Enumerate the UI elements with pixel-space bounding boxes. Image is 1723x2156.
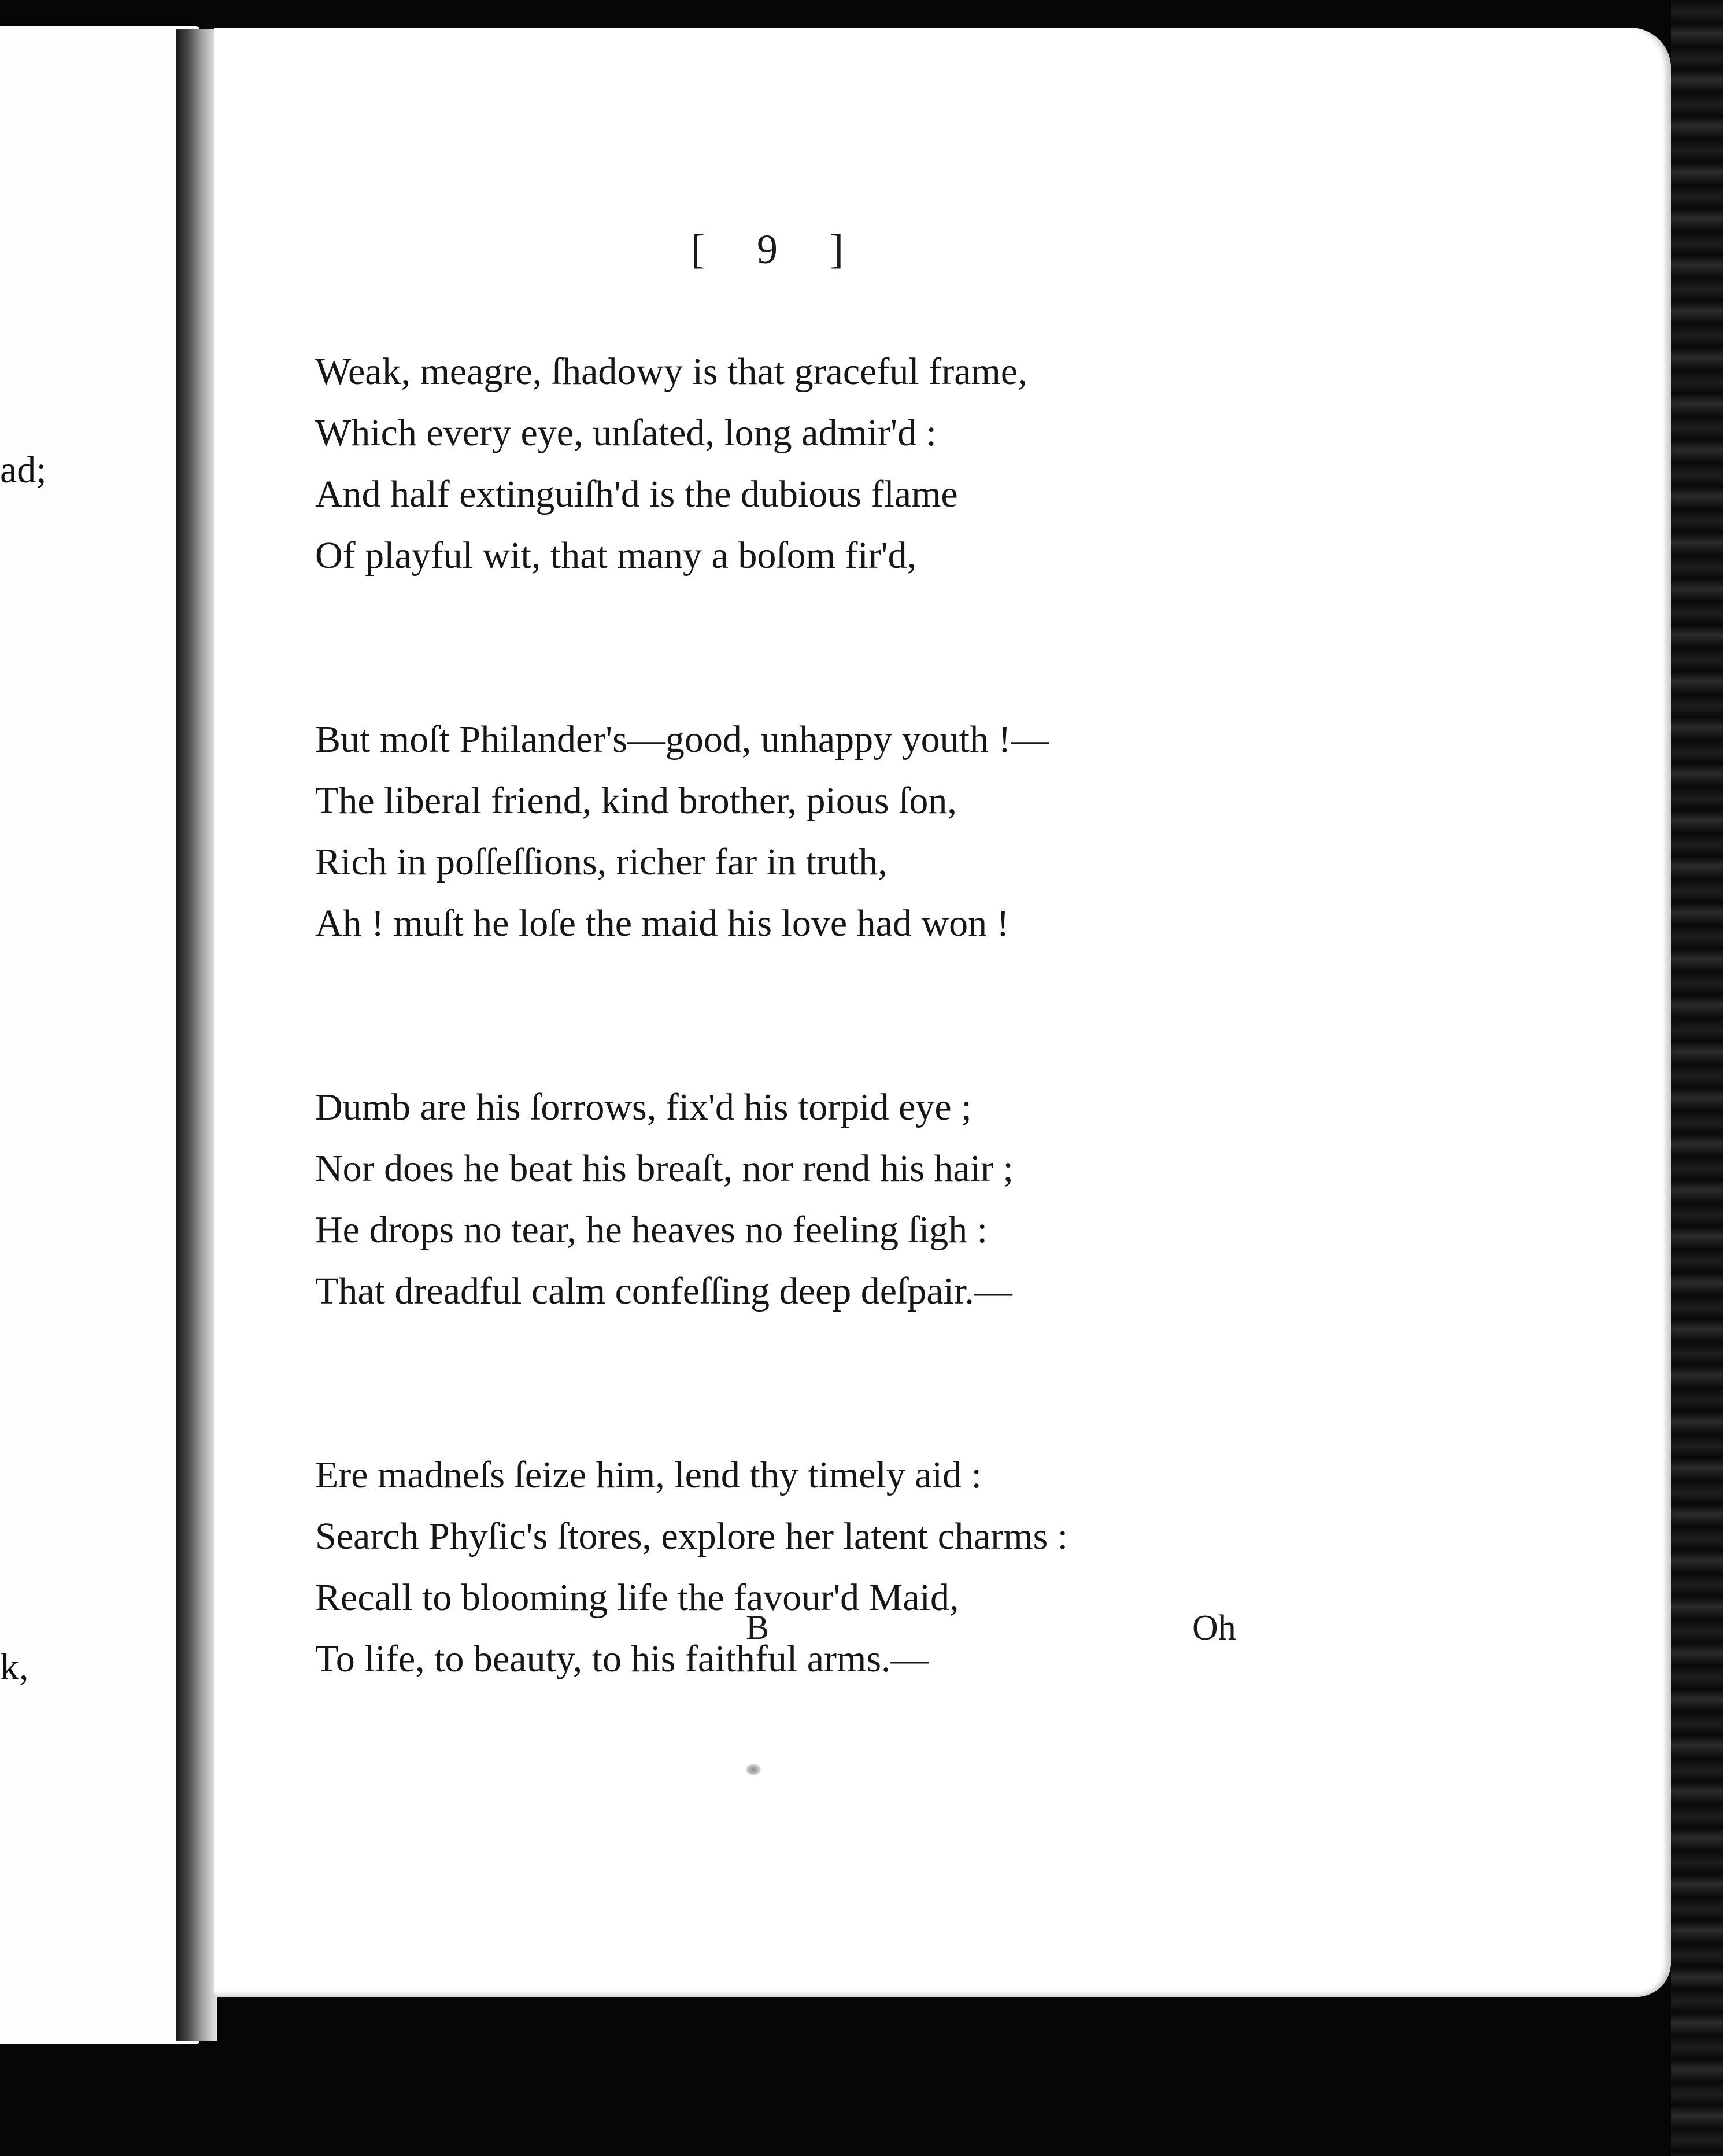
poem-line: Of playful wit, that many a boſom fir'd, bbox=[315, 534, 917, 577]
poem-line: Recall to blooming life the favour'd Maid, bbox=[315, 1577, 959, 1619]
poem-line: Rich in poſſeſſions, richer far in truth, bbox=[315, 841, 888, 883]
facing-page-fragment: ad; bbox=[0, 449, 47, 491]
poem-line: But moſt Philander's—good, unhappy youth !— bbox=[315, 718, 1049, 760]
stanza bbox=[315, 341, 1240, 586]
poem-line: And half extinguiſh'd is the dubious flame bbox=[315, 473, 958, 515]
poem-line: Which every eye, unſated, long admir'd : bbox=[315, 412, 937, 454]
page-number: [ 9 ] bbox=[691, 226, 864, 272]
poem-line: Nor does he beat his breaſt, nor rend his hair ; bbox=[315, 1147, 1014, 1190]
poem-line: Ere madneſs ſeize him, lend thy timely aid : bbox=[315, 1454, 982, 1496]
book-edge bbox=[1671, 0, 1723, 2156]
paper-blemish bbox=[746, 1764, 761, 1775]
facing-page-left bbox=[0, 26, 199, 2044]
stanza bbox=[315, 709, 1240, 954]
stanza bbox=[315, 1077, 1240, 1322]
poem-line: The liberal friend, kind brother, pious ſon, bbox=[315, 780, 957, 822]
stanza bbox=[315, 1445, 1240, 1690]
poem-line: That dreadful calm confeſſing deep deſpair.— bbox=[315, 1270, 1012, 1312]
catchword: Oh bbox=[1192, 1608, 1236, 1648]
poem-line: Search Phyſic's ſtores, explore her latent charms : bbox=[315, 1515, 1068, 1557]
poem-line: Dumb are his ſorrows, fix'd his torpid eye ; bbox=[315, 1086, 972, 1128]
poem-line: He drops no tear, he heaves no feeling ſigh : bbox=[315, 1209, 988, 1251]
poem-line: To life, to beauty, to his faithful arms.— bbox=[315, 1638, 929, 1680]
poem-body bbox=[315, 341, 1240, 1690]
signature-mark: B bbox=[746, 1608, 770, 1646]
facing-page-fragment: k, bbox=[0, 1646, 29, 1688]
book-gutter bbox=[176, 29, 217, 2041]
poem-line: Weak, meagre, ſhadowy is that graceful frame, bbox=[315, 350, 1027, 393]
poem-line: Ah ! muſt he loſe the maid his love had won ! bbox=[315, 902, 1010, 944]
